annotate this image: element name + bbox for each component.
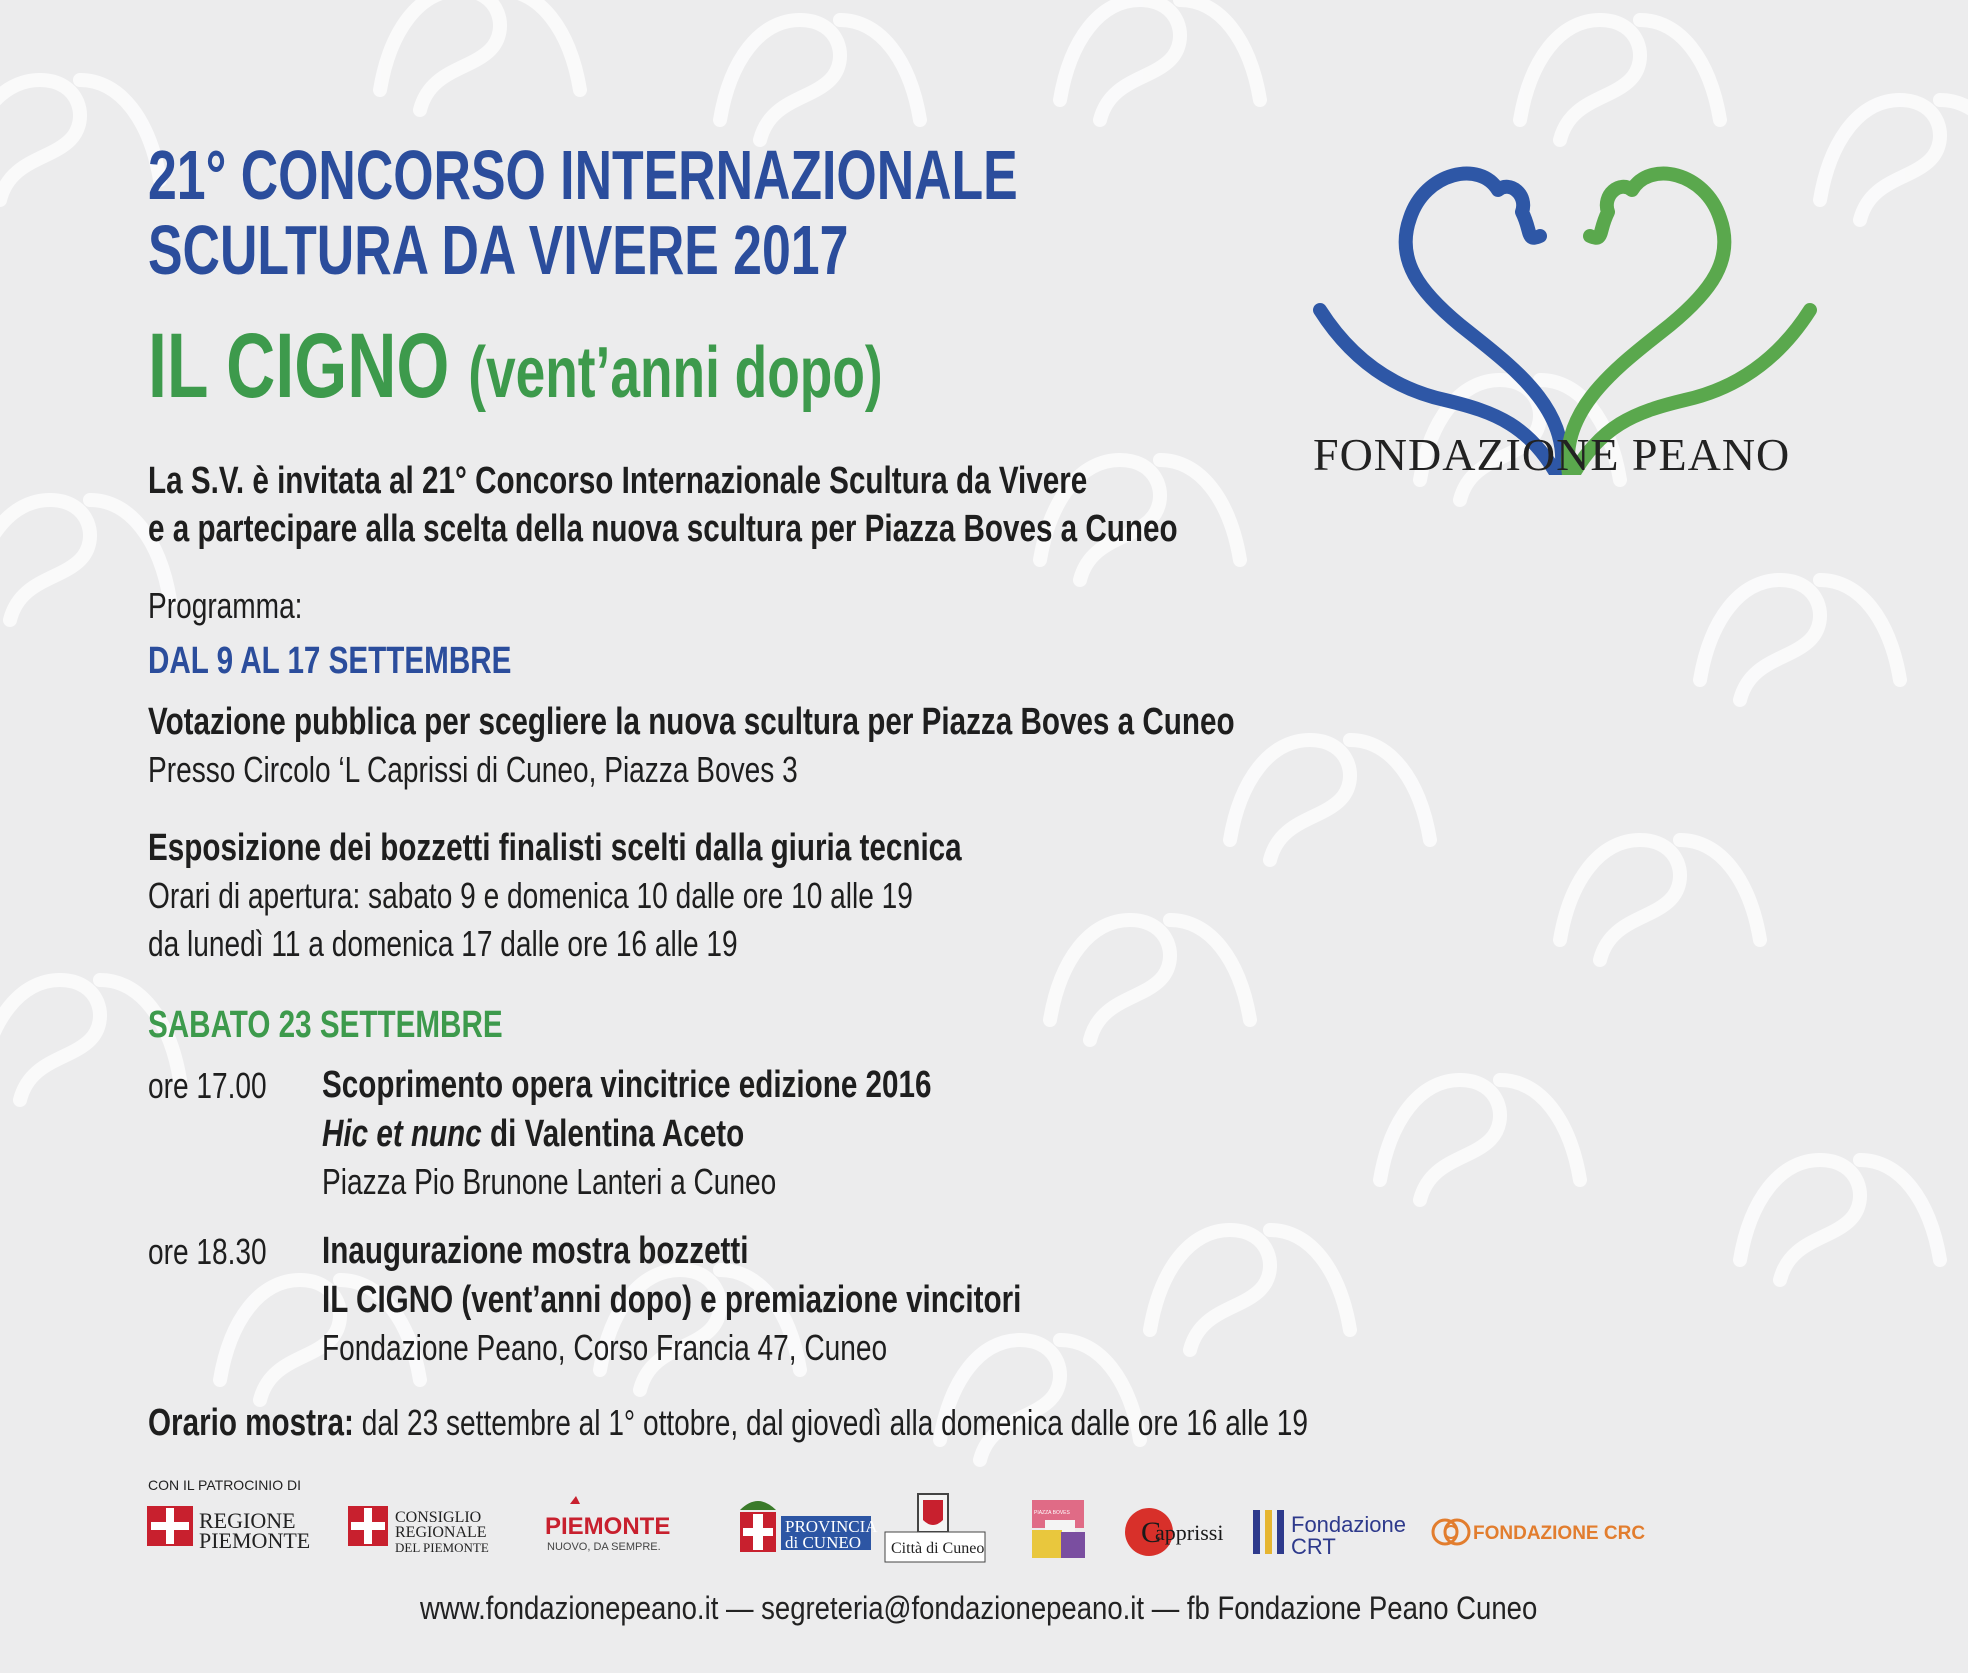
- exhibition-hours-1: Orari di apertura: sabato 9 e domenica 10 dalle ore 10 alle 19: [148, 875, 913, 916]
- invite-line-2: e a partecipare alla scelta della nuova scultura per Piazza Boves a Cuneo: [148, 508, 1178, 550]
- event-2-title: Inaugurazione mostra bozzetti: [322, 1230, 749, 1272]
- event-1-time: ore 17.00: [148, 1065, 267, 1106]
- invite-line-1: La S.V. è invitata al 21° Concorso Internazionale Scultura da Vivere: [148, 460, 1088, 502]
- event-1-author: di Valentina Aceto: [481, 1113, 745, 1155]
- program-label: Programma:: [148, 585, 303, 626]
- regione-line-1: REGIONE: [199, 1508, 296, 1533]
- title-line-2: SCULTURA DA VIVERE 2017: [148, 211, 849, 289]
- consiglio-regionale-logo: [348, 1506, 489, 1555]
- event-1-place: Piazza Pio Brunone Lanteri a Cuneo: [322, 1161, 777, 1202]
- vote-title: Votazione pubblica per scegliere la nuova scultura per Piazza Boves a Cuneo: [148, 701, 1235, 743]
- main-title-subtitle: (vent’anni dopo): [468, 333, 883, 413]
- piemonte-brand-logo: [545, 1496, 670, 1553]
- event-1-work-title: Hic et nunc: [322, 1113, 482, 1155]
- piemonte-tagline: NUOVO, DA SEMPRE.: [547, 1541, 661, 1553]
- event-1-work: [322, 1115, 744, 1153]
- provincia-line-1: PROVINCIA: [785, 1517, 878, 1536]
- piazza-boves-logo: [1032, 1500, 1085, 1558]
- fondazione-peano-wordmark: FONDAZIONE PEANO: [1313, 429, 1791, 480]
- consiglio-line-2: REGIONALE: [395, 1524, 487, 1541]
- event-1-title: Scoprimento opera vincitrice edizione 2016: [322, 1064, 932, 1106]
- footer-contacts: www.fondazionepeano.it — segreteria@fondazionepeano.it — fb Fondazione Peano Cuneo: [420, 1590, 1538, 1626]
- fondazione-crc-logo: [1433, 1520, 1645, 1544]
- exhibit-hours-text: dal 23 settembre al 1° ottobre, dal giovedì alla domenica dalle ore 16 alle 19: [353, 1402, 1308, 1443]
- patronage-label: CON IL PATROCINIO DI: [148, 1477, 301, 1493]
- event-2-subtitle: IL CIGNO (vent’anni dopo) e premiazione vincitori: [322, 1279, 1022, 1321]
- piazza-boves-text: PIAZZA BOVES: [1034, 1510, 1070, 1516]
- citta-di-cuneo-logo: [885, 1494, 985, 1562]
- exhibit-hours-label: Orario mostra:: [148, 1402, 354, 1444]
- regione-line-2: PIEMONTE: [199, 1528, 311, 1553]
- crc-text: FONDAZIONE CRC: [1473, 1523, 1646, 1544]
- citta-text: Città di Cuneo: [891, 1540, 985, 1557]
- event-2-time: ore 18.30: [148, 1231, 267, 1272]
- caprissi-logo: [1125, 1508, 1223, 1556]
- event-2-place: Fondazione Peano, Corso Francia 47, Cuneo: [322, 1327, 888, 1368]
- fondazione-peano-swan-logo: [1300, 150, 1830, 475]
- main-title-text: IL CIGNO: [148, 315, 450, 417]
- exhibition-hours-2: da lunedì 11 a domenica 17 dalle ore 16 alle 19: [148, 923, 738, 964]
- consiglio-line-1: CONSIGLIO: [395, 1509, 482, 1526]
- crt-line-2: CRT: [1291, 1534, 1336, 1559]
- period-2-date: SABATO 23 SETTEMBRE: [148, 1004, 503, 1046]
- consiglio-line-3: DEL PIEMONTE: [395, 1540, 489, 1555]
- svg-text:C: C: [1141, 1516, 1162, 1549]
- vote-place: Presso Circolo ‘L Caprissi di Cuneo, Piazza Boves 3: [148, 749, 798, 790]
- fondazione-crt-logo: [1253, 1510, 1406, 1559]
- sponsor-logos: [145, 1490, 1845, 1570]
- exhibit-hours: [148, 1404, 1308, 1442]
- period-1-date: DAL 9 AL 17 SETTEMBRE: [148, 640, 512, 682]
- main-title: [148, 315, 883, 417]
- crt-line-1: Fondazione: [1291, 1512, 1406, 1537]
- exhibition-title: Esposizione dei bozzetti finalisti scelti dalla giuria tecnica: [148, 827, 962, 869]
- title-line-1: 21° CONCORSO INTERNAZIONALE: [148, 136, 1018, 214]
- regione-piemonte-logo: [147, 1506, 310, 1553]
- piemonte-text: PIEMONTE: [545, 1513, 671, 1540]
- provincia-line-2: di CUNEO: [785, 1533, 862, 1552]
- caprissi-text: apprissi: [1155, 1520, 1224, 1545]
- provincia-cuneo-logo: [740, 1501, 878, 1552]
